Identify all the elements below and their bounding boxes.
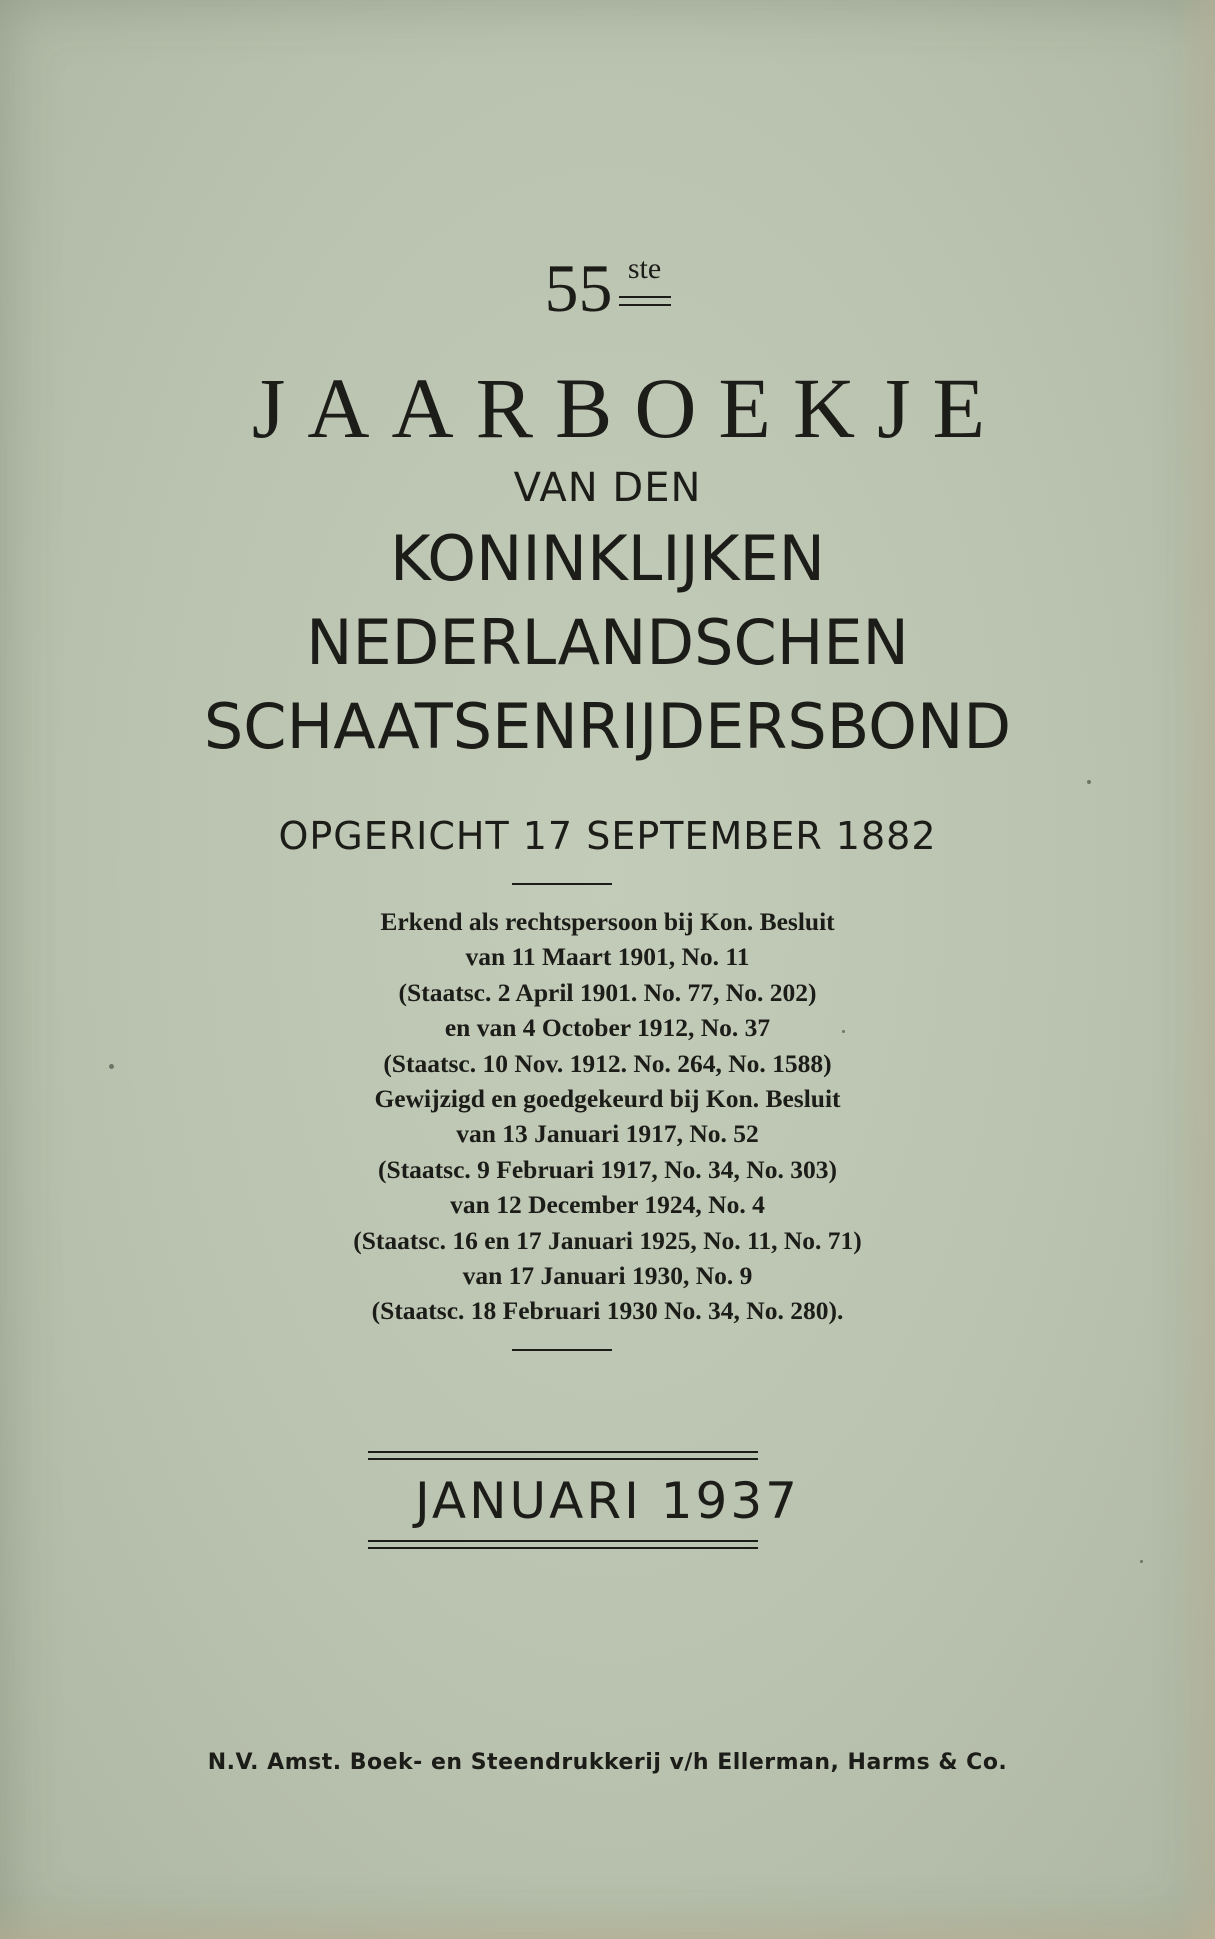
date-frame-top (368, 1451, 758, 1460)
decree-line: (Staatsc. 9 Februari 1917, No. 34, No. 303) (378, 1154, 837, 1184)
org-name-line-1: KONINKLIJKEN (389, 522, 826, 595)
edition-number (0, 250, 1215, 326)
decree-line: Gewijzigd en goedgekeurd bij Kon. Besluit (374, 1084, 841, 1114)
decree-line: van 13 Januari 1917, No. 52 (456, 1119, 759, 1149)
printer-imprint: N.V. Amst. Boek- en Steendrukkerij v/h Ellerman, Harms & Co. (207, 1750, 1008, 1775)
subtitle: VAN DEN (513, 465, 702, 511)
org-name-line-3: SCHAATSENRIJDERSBOND (203, 690, 1012, 763)
decree-line: Erkend als rechtspersoon bij Kon. Besluit (380, 907, 835, 936)
decree-line: van 17 Januari 1930, No. 9 (462, 1261, 753, 1291)
paper-speck (842, 1030, 845, 1033)
decree-line: van 12 December 1924, No. 4 (450, 1190, 765, 1220)
decree-line: van 11 Maart 1901, No. 11 (465, 942, 750, 972)
paper-speck (1140, 1560, 1143, 1563)
paper-edge-bottom (0, 1899, 1215, 1939)
decree-block (0, 904, 1215, 1329)
edition-suffix: ste (627, 252, 662, 285)
page-title: JAARBOEKJE (251, 360, 1008, 456)
paper-speck (109, 1064, 114, 1069)
edition-suffix-wrap (619, 250, 671, 306)
divider-top (512, 883, 612, 885)
decree-line: (Staatsc. 16 en 17 Januari 1925, No. 11, No. 71) (353, 1225, 862, 1255)
publication-date: JANUARI 1937 (415, 1472, 800, 1530)
decree-line: en van 4 October 1912, No. 37 (444, 1013, 771, 1043)
divider-bottom (512, 1349, 612, 1351)
paper-speck (1087, 780, 1091, 784)
date-frame-bottom (368, 1540, 758, 1549)
decree-line: (Staatsc. 18 Februari 1930 No. 34, No. 280). (371, 1296, 844, 1326)
founded-date: OPGERICHT 17 SEPTEMBER 1882 (278, 814, 937, 858)
decree-line: (Staatsc. 2 April 1901. No. 77, No. 202) (398, 977, 817, 1007)
edition-suffix-underline (619, 296, 671, 306)
decree-line: (Staatsc. 10 Nov. 1912. No. 264, No. 1588) (383, 1048, 832, 1078)
org-name-line-2: NEDERLANDSCHEN (306, 606, 909, 679)
edition-number-value: 55 (544, 250, 613, 326)
